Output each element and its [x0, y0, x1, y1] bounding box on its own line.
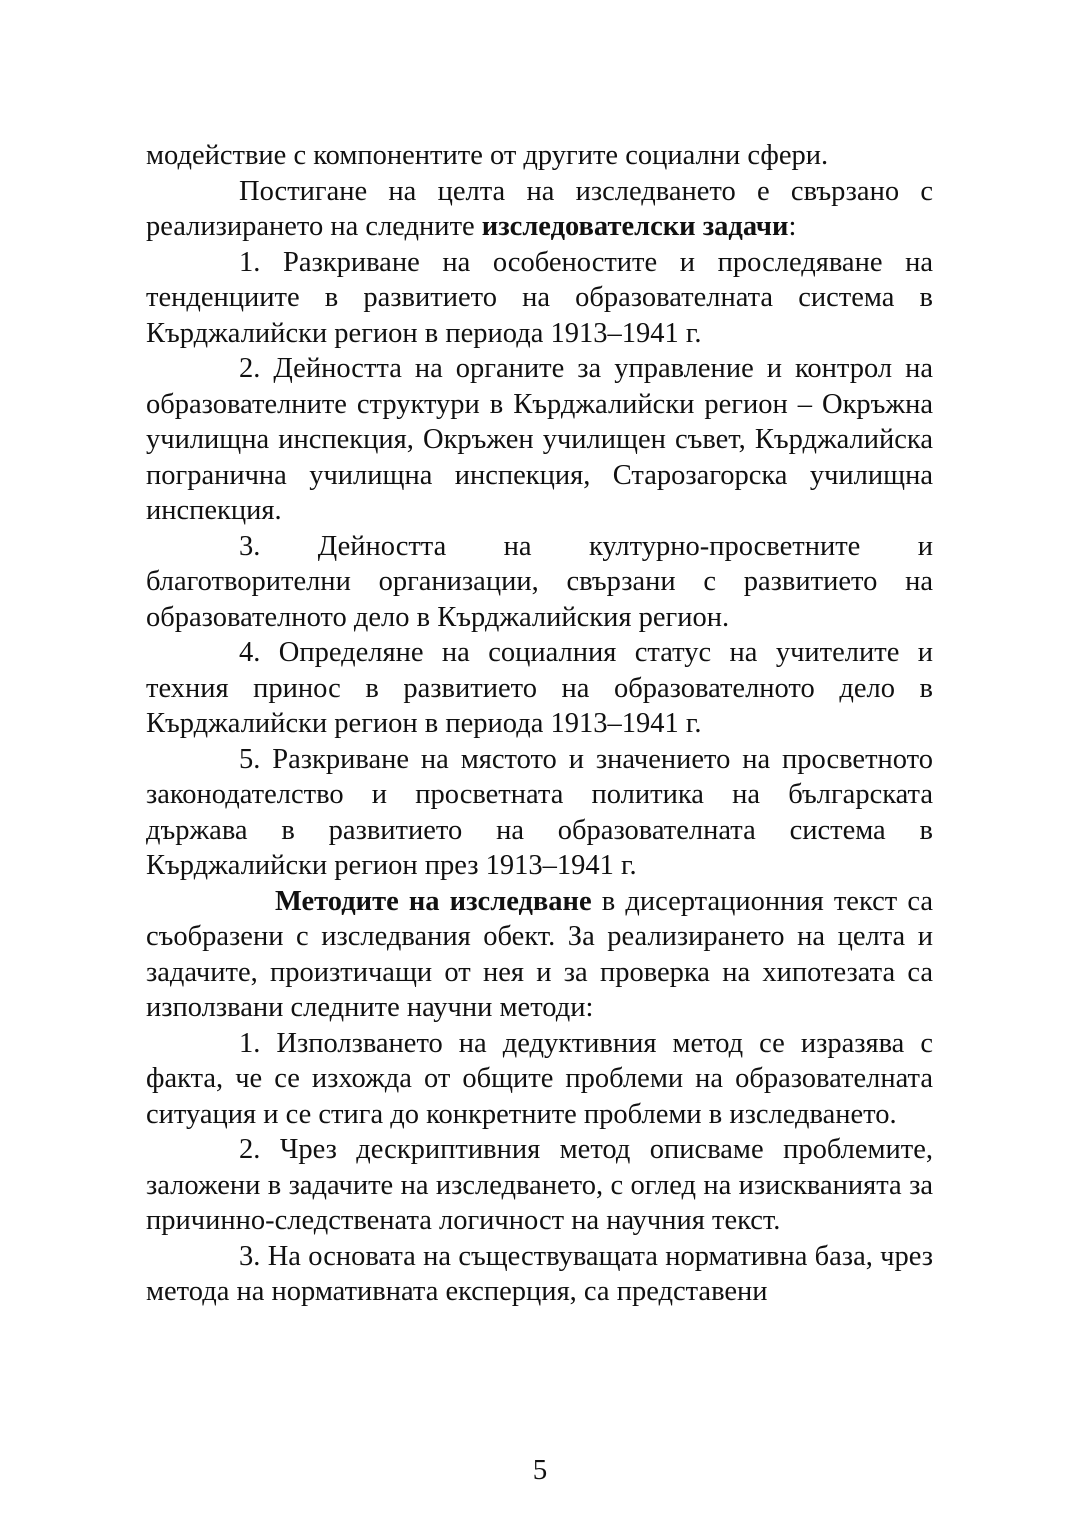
text-segment: 1. Разкриване на особеностите и проследяване на тенденциите в развитието на образователната система в Кърджалийски регион в периода 1913–1941 г.	[146, 246, 933, 349]
text-segment: 2. Чрез дескриптивния метод описваме проблемите, заложени в задачите на изследването, с оглед на изискванията за причинно-следствената логичност на научния текст.	[146, 1134, 933, 1236]
task-item-2	[146, 351, 933, 529]
bold-term-research-tasks: изследователски задачи	[481, 211, 789, 242]
text-segment: 1. Използването на дедуктивния метод се изразява с факта, че се изхожда от общите проблеми на образователната ситуация и се стига до конкретните проблеми в изследването.	[146, 1027, 933, 1130]
page-number: 5	[532, 1454, 548, 1486]
text-segment: модействие с компонентите от другите социални сфери.	[146, 140, 829, 171]
text-segment: Постигане на целта на изследването е свързано с реализирането на следните	[146, 175, 933, 242]
task-item-1	[146, 245, 933, 352]
method-item-3	[146, 1239, 933, 1310]
method-item-1	[146, 1026, 933, 1133]
task-item-5	[146, 742, 933, 884]
text-segment: в дисертационния текст са съобразени с изследвания обект. За реализирането на целта и задачите, произтичащи от нея и за проверка на хипотезата са използвани следните научни методи:	[146, 885, 933, 1023]
task-item-4	[146, 635, 933, 742]
text-segment: 5. Разкриване на мястото и значението на просветното законодателство и просветната политика на българската държава в развитието на образователната система в Кърджалийски регион през 1913–1941 г.	[146, 743, 933, 881]
text-segment: 3. На основата на съществуващата нормативна база, чрез метода на нормативната експерция, са представени	[146, 1240, 933, 1307]
paragraph-continuation	[146, 138, 933, 174]
body-text	[146, 138, 933, 1310]
text-segment: 3. Дейността на културно-просветните и благотворителни организации, свързани с развитието на образователното дело в Кърджалийския регион.	[146, 530, 933, 633]
task-item-3	[146, 529, 933, 636]
text-segment: 2. Дейността на органите за управление и контрол на образователните структури в Кърджалийски регион – Окръжна училищна инспекция, Окръжен училищен съвет, Кърджалийска погранична училищна инспекция, Старозагорска училищна инспекция.	[146, 353, 933, 526]
method-item-2	[146, 1132, 933, 1239]
paragraph-research-tasks-intro	[146, 174, 933, 245]
paragraph-research-methods-intro	[146, 884, 933, 1026]
text-segment: 4. Определяне на социалния статус на учителите и техния принос в развитието на образователното дело в Кърджалийски регион в периода 1913–1941 г.	[146, 637, 933, 739]
text-segment: :	[788, 211, 797, 242]
bold-term-research-methods: Методите на изследване	[275, 885, 592, 917]
